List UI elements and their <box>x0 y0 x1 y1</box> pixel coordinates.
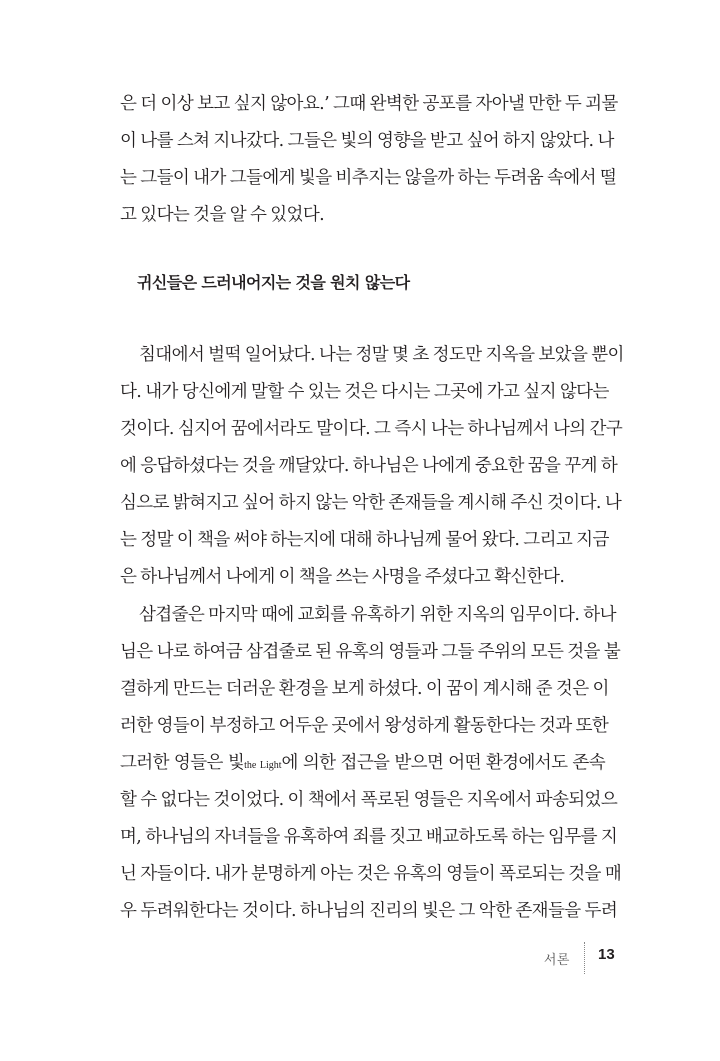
text-line: 결하게 만드는 더러운 환경을 보게 하셨다. 이 꿈이 계시해 준 것은 이 <box>120 679 609 699</box>
text-line: 는 정말 이 책을 써야 하는지에 대해 하나님께 물어 왔다. 그리고 지금 <box>120 530 609 550</box>
text-line: 삼겹줄은 마지막 때에 교회를 유혹하기 위한 지옥의 임무이다. 하나 <box>139 605 616 625</box>
text-line: 은 하나님께서 나에게 이 책을 쓰는 사명을 주셨다고 확신한다. <box>120 567 565 587</box>
text-line: 할 수 없다는 것이었다. 이 책에서 폭로된 영들은 지옥에서 파송되었으 <box>120 790 618 810</box>
text-line: 다. 내가 당신에게 말할 수 있는 것은 다시는 그곳에 가고 싶지 않다는 <box>120 382 609 402</box>
text-line: 에 응답하셨다는 것을 깨달았다. 하나님은 나에게 중요한 꿈을 꾸게 하 <box>120 456 618 476</box>
text-line: 심으로 밝혀지고 싶어 하지 않는 악한 존재들을 계시해 주신 것이다. 나 <box>120 493 622 513</box>
text-line: 것이다. 심지어 꿈에서라도 말이다. 그 즉시 나는 하나님께서 나의 간구 <box>120 419 623 439</box>
text-line: 은 더 이상 보고 싶지 않아요.’ 그때 완벽한 공포를 자아낼 만한 두 괴물 <box>120 94 618 114</box>
text-line: 우 두려워한다는 것이다. 하나님의 진리의 빛은 그 악한 존재들을 두려 <box>120 901 618 921</box>
running-footer-section: 서론 <box>543 953 570 968</box>
section-heading: 귀신들은 드러내어지는 것을 원치 않는다 <box>137 273 410 292</box>
english-gloss: the Light <box>244 760 282 771</box>
page-number: 13 <box>598 946 615 963</box>
text-line: 이 나를 스쳐 지나갔다. 그들은 빛의 영향을 받고 싶어 하지 않았다. 나 <box>120 131 614 151</box>
text-line: 러한 영들이 부정하고 어두운 곳에서 왕성하게 활동한다는 것과 또한 <box>120 716 609 736</box>
text-line: 침대에서 벌떡 일어났다. 나는 정말 몇 초 정도만 지옥을 보았을 뿐이 <box>139 345 624 365</box>
text-line: 님은 나로 하여금 삼겹줄로 된 유혹의 영들과 그들 주위의 모든 것을 불 <box>120 642 621 662</box>
text-line <box>120 749 605 777</box>
text-line: 닌 자들이다. 내가 분명하게 아는 것은 유혹의 영들이 폭로되는 것을 매 <box>120 864 622 884</box>
text-fragment: 그러한 영들은 빛 <box>120 753 245 773</box>
text-line: 는 그들이 내가 그들에게 빛을 비추지는 않을까 하는 두려움 속에서 떨 <box>120 168 617 188</box>
footer-divider <box>584 942 585 974</box>
text-line: 고 있다는 것을 알 수 있었다. <box>120 205 325 225</box>
text-line: 며, 하나님의 자녀들을 유혹하여 죄를 짓고 배교하도록 하는 임무를 지 <box>120 827 618 847</box>
text-fragment: 에 의한 접근을 받으면 어떤 환경에서도 존속 <box>281 753 605 773</box>
